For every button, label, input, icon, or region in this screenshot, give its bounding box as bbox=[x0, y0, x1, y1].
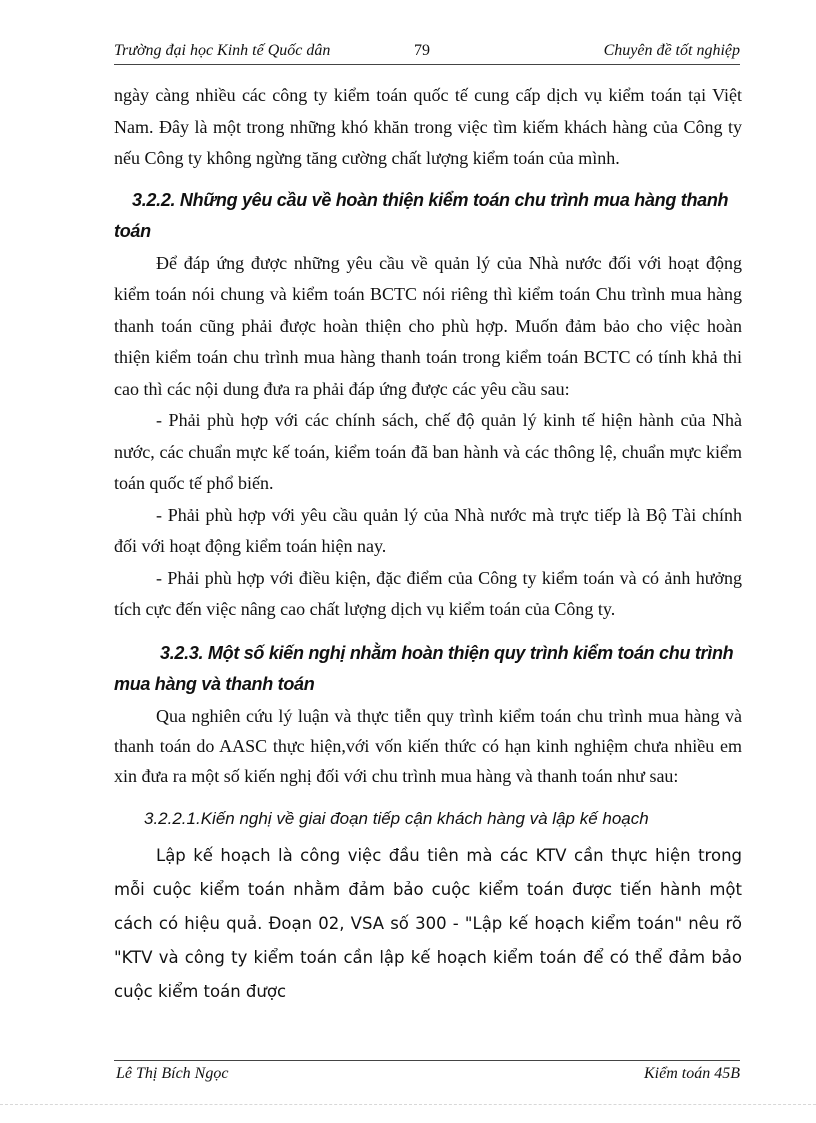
header-page-number: 79 bbox=[414, 42, 430, 59]
footer-class: Kiểm toán 45B bbox=[644, 1065, 740, 1082]
page-content bbox=[114, 80, 742, 1009]
paragraph-planning: Lập kế hoạch là công việc đầu tiên mà các KTV cần thực hiện trong mỗi cuộc kiểm toán nhằm đảm bảo cuộc kiểm toán được tiến hành một cách có hiệu quả. Đoạn 02, VSA số 300 - "Lập kế hoạch kiểm toán" nêu rõ "KTV và công ty kiểm toán cần lập kế hoạch kiểm toán để có thể đảm bảo cuộc kiểm toán được bbox=[114, 845, 742, 1001]
paragraph-intro: ngày càng nhiều các công ty kiểm toán quốc tế cung cấp dịch vụ kiểm toán tại Việt Nam. Đây là một trong những khó khăn trong việc tìm kiếm khách hàng của Công ty nếu Công ty không ngừng tăng cường chất lượng kiểm toán của mình. bbox=[114, 85, 742, 168]
footer-author: Lê Thị Bích Ngọc bbox=[116, 1065, 229, 1082]
heading-3-2-2: 3.2.2. Những yêu cầu về hoàn thiện kiểm toán chu trình mua hàng thanh toán bbox=[114, 189, 729, 241]
heading-3-2-2-1: 3.2.2.1.Kiến nghị về giai đoạn tiếp cận khách hàng và lập kế hoạch bbox=[144, 808, 649, 828]
requirement-item-1: - Phải phù hợp với các chính sách, chế độ quản lý kinh tế hiện hành của Nhà nước, các chuẩn mực kế toán, kiểm toán đã ban hành và các thông lệ, chuẩn mực kiểm toán quốc tế phổ biến. bbox=[114, 410, 742, 493]
requirement-item-3: - Phải phù hợp với điều kiện, đặc điểm của Công ty kiểm toán và có ảnh hưởng tích cực đến việc nâng cao chất lượng dịch vụ kiểm toán của Công ty. bbox=[114, 567, 742, 619]
paragraph-recommendations-intro: Qua nghiên cứu lý luận và thực tiễn quy trình kiểm toán chu trình mua hàng và thanh toán do AASC thực hiện,với vốn kiến thức có hạn kinh nghiệm chưa nhiều em xin đưa ra một số kiến nghị đối với chu trình mua hàng và thanh toán như sau: bbox=[114, 705, 742, 786]
header-university: Trường đại học Kinh tế Quốc dân bbox=[114, 42, 331, 59]
page-footer bbox=[114, 1060, 740, 1085]
page-header bbox=[114, 40, 740, 65]
header-document-type: Chuyên đề tốt nghiệp bbox=[603, 42, 740, 59]
heading-3-2-3: 3.2.3. Một số kiến nghị nhằm hoàn thiện quy trình kiểm toán chu trình mua hàng và thanh toán bbox=[114, 642, 734, 694]
paragraph-requirements-intro: Để đáp ứng được những yêu cầu về quản lý của Nhà nước đối với hoạt động kiểm toán nói chung và kiểm toán BCTC nói riêng thì kiểm toán Chu trình mua hàng thanh toán cũng phải được hoàn thiện cho phù hợp. Muốn đảm bảo cho việc hoàn thiện kiểm toán chu trình mua hàng thanh toán trong kiểm toán BCTC có tính khả thi cao thì các nội dung đưa ra phải đáp ứng được các yêu cầu sau: bbox=[114, 252, 742, 399]
requirement-item-2: - Phải phù hợp với yêu cầu quản lý của Nhà nước mà trực tiếp là Bộ Tài chính đối với hoạt động kiểm toán hiện nay. bbox=[114, 504, 742, 556]
page-boundary-line bbox=[0, 1104, 816, 1105]
